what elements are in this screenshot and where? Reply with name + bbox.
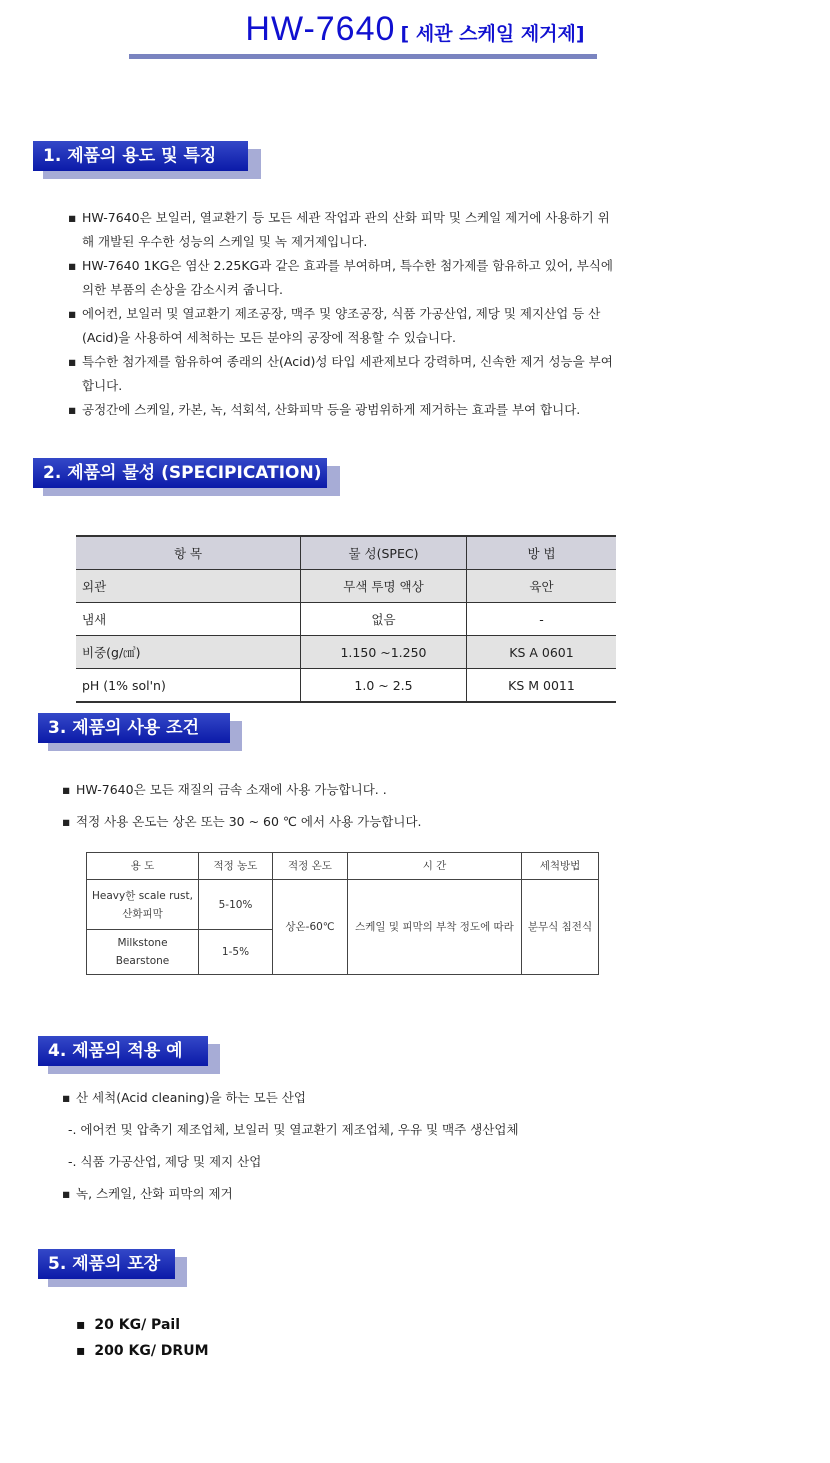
- product-subtitle: [ 세관 스케일 제거제]: [400, 23, 585, 45]
- concentration-cell: 1-5%: [199, 930, 273, 975]
- usage-cell: Heavy한 scale rust, 산화피막: [87, 880, 199, 930]
- bullet-icon: ▪: [62, 814, 71, 829]
- concentration-cell: 5-10%: [199, 880, 273, 930]
- table-row: [87, 880, 599, 930]
- page-title: [0, 10, 830, 49]
- list-item: ▪ 200 KG/ DRUM: [76, 1343, 209, 1359]
- section-5-title: 5. 제품의 포장: [38, 1249, 175, 1279]
- usage-cell: Milkstone Bearstone: [87, 930, 199, 975]
- table-header-row: [76, 536, 616, 570]
- table-row: 외관 무색 투명 액상 육안: [76, 570, 616, 603]
- bullet-icon: ▪: [62, 1186, 71, 1201]
- usage-condition-table: [86, 852, 599, 975]
- section-1-title: 1. 제품의 용도 및 특징: [33, 141, 248, 171]
- temperature-cell: 상온-60℃: [273, 880, 348, 975]
- method-cell: 분무식 침전식: [522, 880, 599, 975]
- list-item: -. 식품 가공산업, 제당 및 제지 산업: [68, 1154, 262, 1169]
- bullet-icon: ▪: [68, 210, 77, 225]
- bullet-icon: ▪: [68, 258, 77, 273]
- table-header: 적정 온도: [273, 853, 348, 880]
- bullet-icon: ▪: [62, 782, 71, 797]
- table-header: 물 성(SPEC): [301, 536, 467, 570]
- list-item: ▪ 20 KG/ Pail: [76, 1317, 180, 1333]
- section-4-title: 4. 제품의 적용 예: [38, 1036, 208, 1066]
- table-row: 비중(g/㎤) 1.150 ~1.250 KS A 0601: [76, 636, 616, 669]
- bullet-icon: ▪: [68, 306, 77, 321]
- product-code: HW-7640: [245, 10, 396, 48]
- table-row: 냄새 없음 -: [76, 603, 616, 636]
- table-header: 용 도: [87, 853, 199, 880]
- table-header-row: [87, 853, 599, 880]
- bullet-icon: ▪: [68, 354, 77, 369]
- section-2-title: 2. 제품의 물성 (SPECIPICATION): [33, 458, 327, 488]
- spec-table: [76, 535, 616, 703]
- bullet-icon: ▪: [76, 1317, 86, 1333]
- table-row: pH (1% sol'n) 1.0 ~ 2.5 KS M 0011: [76, 669, 616, 703]
- time-cell: 스케일 및 피막의 부착 정도에 따라: [348, 880, 522, 975]
- bullet-icon: ▪: [76, 1343, 86, 1359]
- table-header: 적정 농도: [199, 853, 273, 880]
- section-3-title: 3. 제품의 사용 조건: [38, 713, 230, 743]
- title-underline: [129, 54, 597, 59]
- table-header: 항 목: [76, 536, 301, 570]
- table-header: 방 법: [467, 536, 617, 570]
- list-item: -. 에어컨 및 압축기 제조업체, 보일러 및 열교환기 제조업체, 우유 및 맥주 생산업체: [68, 1122, 519, 1137]
- bullet-icon: ▪: [68, 402, 77, 417]
- table-header: 세척방법: [522, 853, 599, 880]
- bullet-icon: ▪: [62, 1090, 71, 1105]
- table-header: 시 간: [348, 853, 522, 880]
